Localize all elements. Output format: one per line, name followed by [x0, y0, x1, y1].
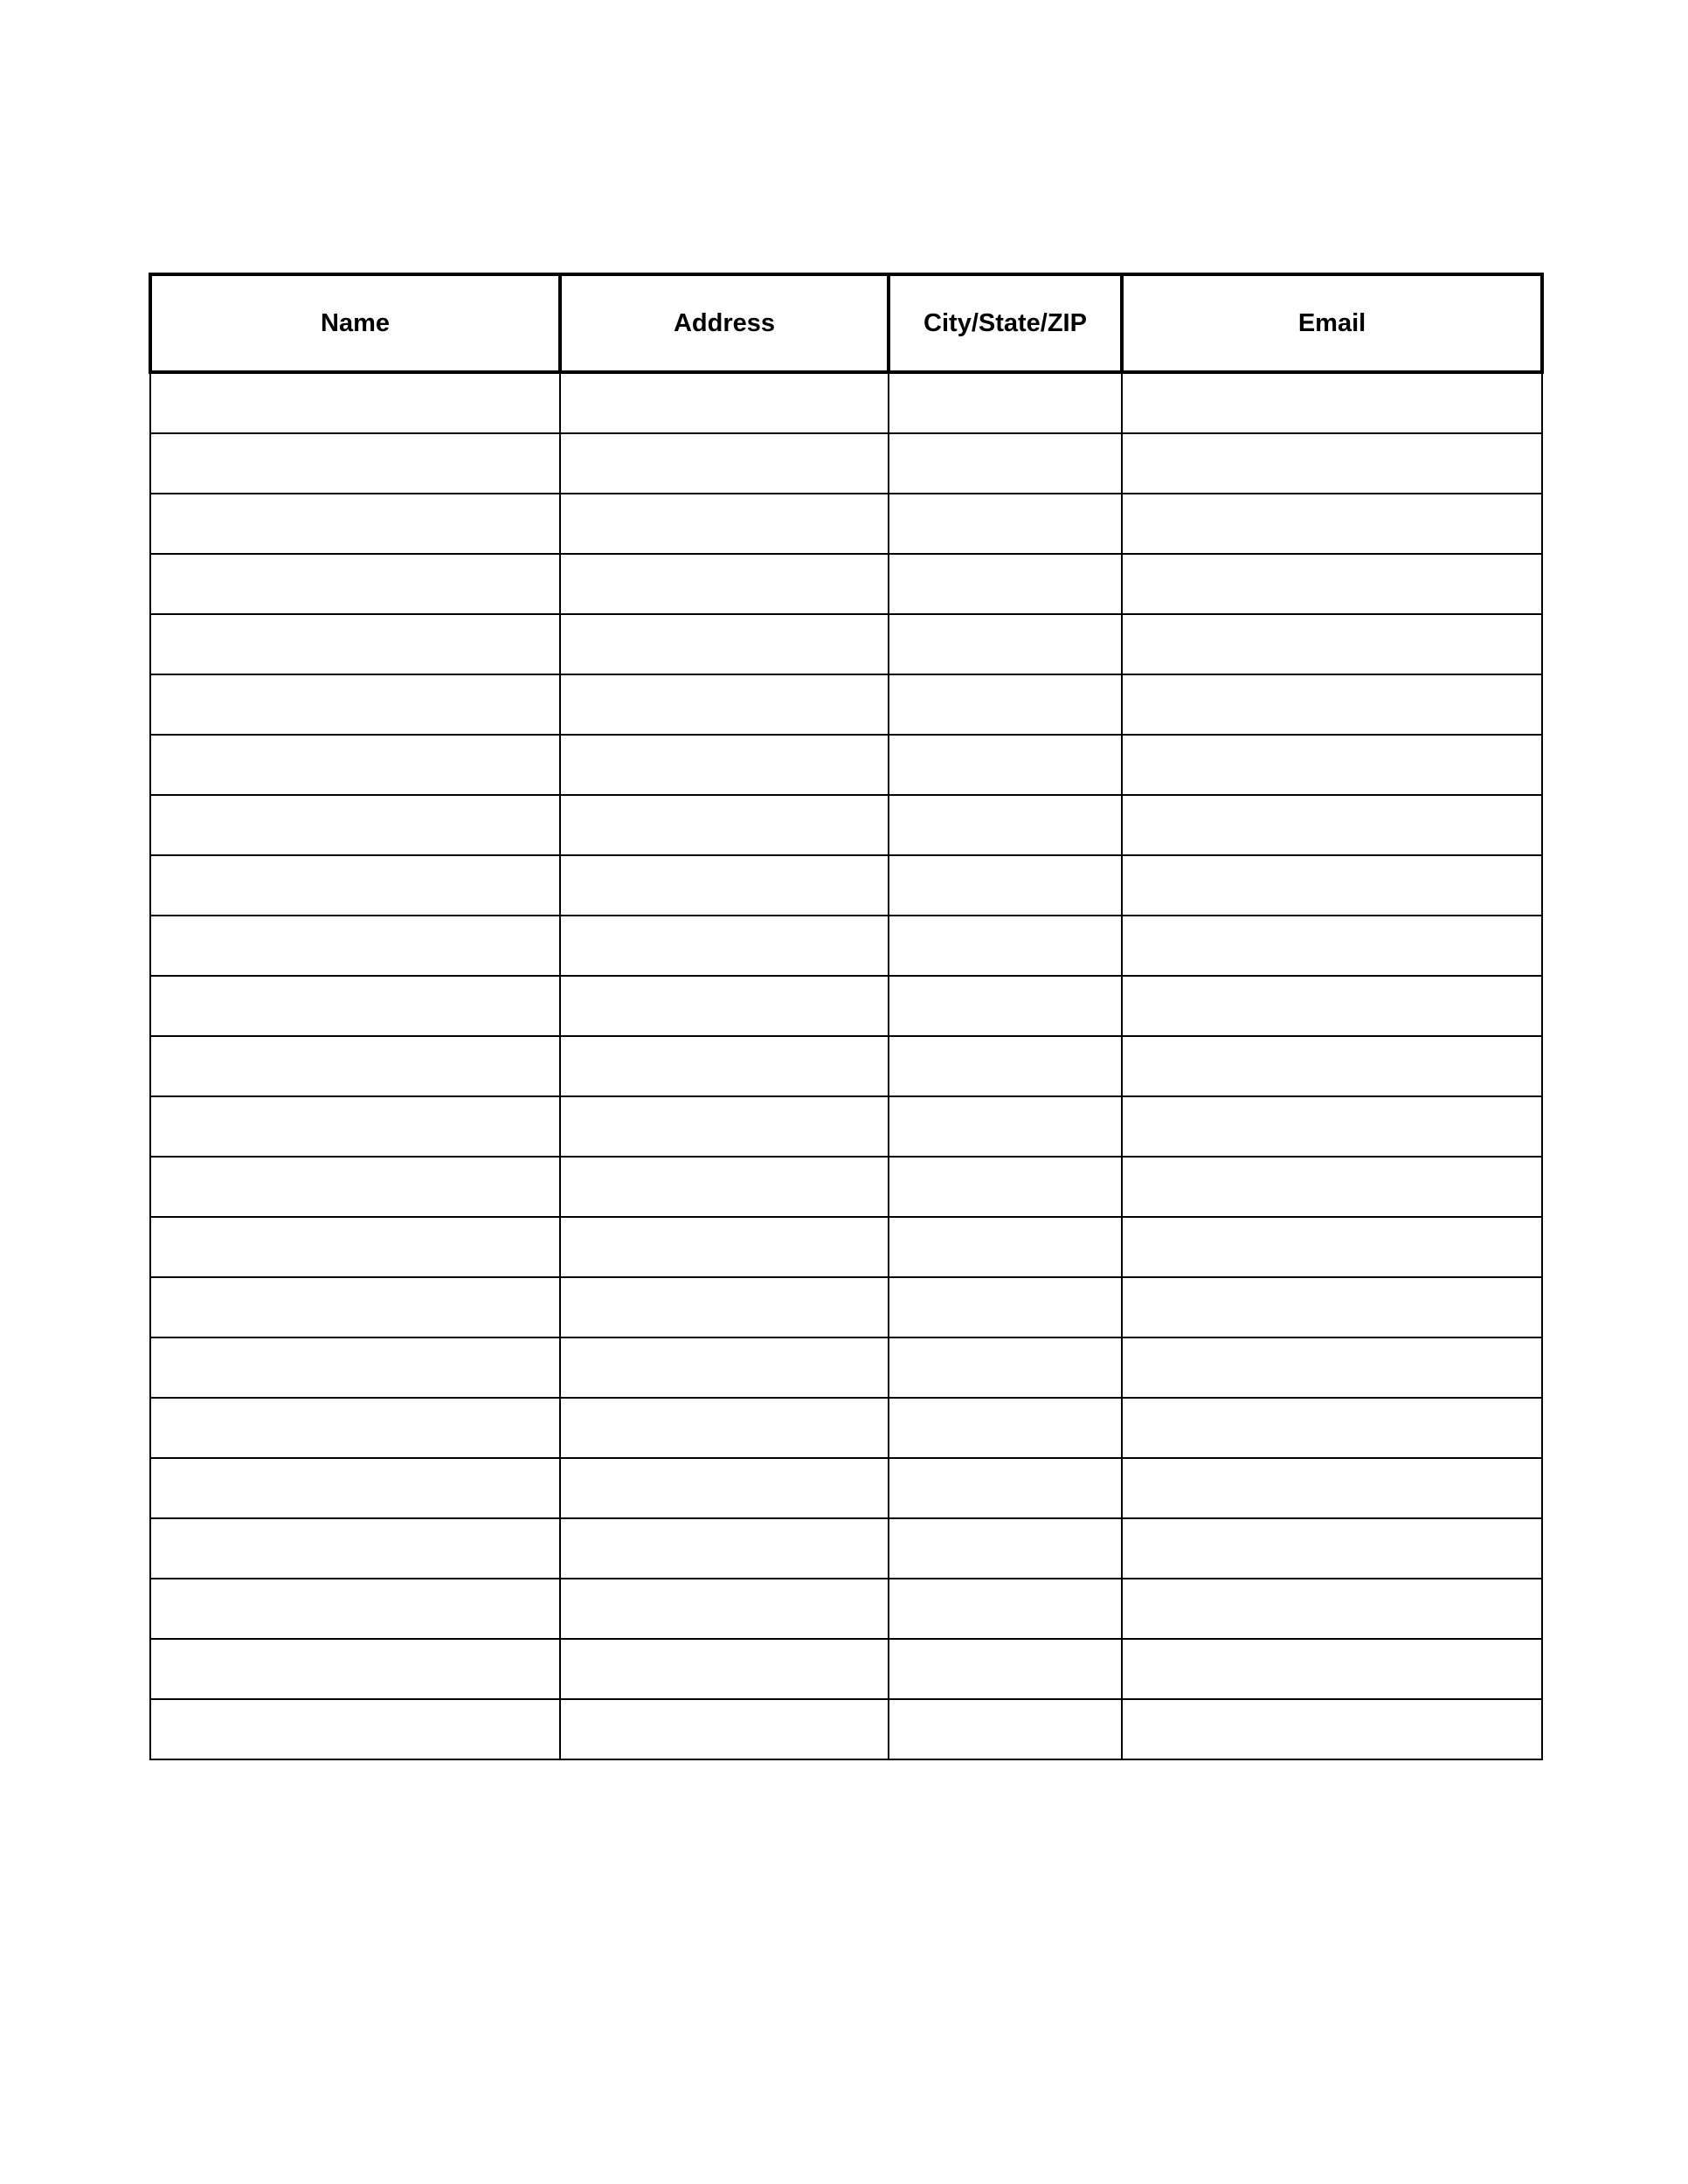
table-row: [150, 1579, 1542, 1639]
cell-text-email: [1123, 523, 1541, 524]
table-cell-name[interactable]: [150, 1458, 560, 1518]
table-cell-address[interactable]: [560, 1217, 889, 1277]
table-cell-email[interactable]: [1122, 855, 1542, 916]
cell-text-email: [1123, 403, 1541, 404]
table-cell-city_state_zip[interactable]: [889, 1579, 1122, 1639]
table-cell-name[interactable]: [150, 916, 560, 976]
cell-text-email: [1123, 1186, 1541, 1187]
table-cell-city_state_zip[interactable]: [889, 674, 1122, 735]
table-cell-city_state_zip[interactable]: [889, 735, 1122, 795]
table-cell-city_state_zip[interactable]: [889, 1337, 1122, 1398]
table-row: [150, 1157, 1542, 1217]
table-cell-address[interactable]: [560, 976, 889, 1036]
table-cell-email[interactable]: [1122, 1518, 1542, 1579]
cell-text-address: [561, 403, 888, 404]
cell-text-name: [151, 825, 559, 826]
column-header-city-state-zip: City/State/ZIP: [889, 274, 1122, 372]
table-cell-email[interactable]: [1122, 494, 1542, 554]
cell-text-city_state_zip: [889, 764, 1121, 765]
cell-text-email: [1123, 1427, 1541, 1428]
cell-text-city_state_zip: [889, 885, 1121, 886]
table-cell-address[interactable]: [560, 1096, 889, 1157]
cell-text-email: [1123, 1367, 1541, 1368]
table-cell-email[interactable]: [1122, 976, 1542, 1036]
cell-text-city_state_zip: [889, 704, 1121, 705]
cell-text-city_state_zip: [889, 463, 1121, 464]
table-cell-city_state_zip[interactable]: [889, 433, 1122, 494]
table-row: [150, 1458, 1542, 1518]
table-cell-name[interactable]: [150, 855, 560, 916]
table-cell-name[interactable]: [150, 1157, 560, 1217]
cell-text-address: [561, 1548, 888, 1549]
table-cell-city_state_zip[interactable]: [889, 1096, 1122, 1157]
cell-text-address: [561, 644, 888, 645]
table-row: [150, 1096, 1542, 1157]
cell-text-address: [561, 1367, 888, 1368]
table-cell-address[interactable]: [560, 614, 889, 674]
cell-text-city_state_zip: [889, 1066, 1121, 1067]
table-row: [150, 1639, 1542, 1699]
cell-text-city_state_zip: [889, 1729, 1121, 1730]
cell-text-email: [1123, 1608, 1541, 1609]
cell-text-name: [151, 644, 559, 645]
table-cell-name[interactable]: [150, 795, 560, 855]
table-cell-name[interactable]: [150, 1579, 560, 1639]
cell-text-email: [1123, 1066, 1541, 1067]
table-cell-city_state_zip[interactable]: [889, 1458, 1122, 1518]
table-cell-name[interactable]: [150, 1096, 560, 1157]
table-cell-email[interactable]: [1122, 674, 1542, 735]
table-cell-name[interactable]: [150, 1398, 560, 1458]
cell-text-city_state_zip: [889, 1427, 1121, 1428]
cell-text-city_state_zip: [889, 1126, 1121, 1127]
table-row: [150, 1036, 1542, 1096]
cell-text-address: [561, 704, 888, 705]
table-cell-email[interactable]: [1122, 1157, 1542, 1217]
table-cell-name[interactable]: [150, 1699, 560, 1759]
table-cell-email[interactable]: [1122, 1458, 1542, 1518]
table-header-row: [150, 274, 1542, 372]
table-cell-email[interactable]: [1122, 1699, 1542, 1759]
cell-text-email: [1123, 1548, 1541, 1549]
table-row: [150, 614, 1542, 674]
table-cell-email[interactable]: [1122, 1036, 1542, 1096]
table-row: [150, 674, 1542, 735]
table-cell-city_state_zip[interactable]: [889, 1277, 1122, 1337]
cell-text-city_state_zip: [889, 1488, 1121, 1489]
cell-text-city_state_zip: [889, 1608, 1121, 1609]
cell-text-email: [1123, 644, 1541, 645]
table-cell-address[interactable]: [560, 674, 889, 735]
table-cell-name[interactable]: [150, 674, 560, 735]
table-cell-email[interactable]: [1122, 1277, 1542, 1337]
cell-text-email: [1123, 945, 1541, 946]
table-cell-name[interactable]: [150, 494, 560, 554]
cell-text-address: [561, 1186, 888, 1187]
table-cell-address[interactable]: [560, 554, 889, 614]
table-cell-city_state_zip[interactable]: [889, 795, 1122, 855]
table-cell-city_state_zip[interactable]: [889, 1217, 1122, 1277]
table-cell-address[interactable]: [560, 1277, 889, 1337]
table-cell-address[interactable]: [560, 433, 889, 494]
cell-text-address: [561, 1307, 888, 1308]
cell-text-name: [151, 704, 559, 705]
cell-text-city_state_zip: [889, 825, 1121, 826]
cell-text-name: [151, 764, 559, 765]
table-row: [150, 916, 1542, 976]
cell-text-email: [1123, 885, 1541, 886]
table-cell-address[interactable]: [560, 1157, 889, 1217]
cell-text-city_state_zip: [889, 523, 1121, 524]
table-row: [150, 554, 1542, 614]
cell-text-name: [151, 403, 559, 404]
table-row: [150, 735, 1542, 795]
table-cell-address[interactable]: [560, 1036, 889, 1096]
table-cell-city_state_zip[interactable]: [889, 554, 1122, 614]
table-cell-name[interactable]: [150, 554, 560, 614]
table-row: [150, 494, 1542, 554]
cell-text-address: [561, 1066, 888, 1067]
table-cell-name[interactable]: [150, 1518, 560, 1579]
table-row: [150, 1217, 1542, 1277]
table-cell-address[interactable]: [560, 1398, 889, 1458]
table-cell-address[interactable]: [560, 1337, 889, 1398]
cell-text-city_state_zip: [889, 945, 1121, 946]
cell-text-email: [1123, 1126, 1541, 1127]
table-cell-address[interactable]: [560, 855, 889, 916]
table-row: [150, 1277, 1542, 1337]
table-cell-city_state_zip[interactable]: [889, 1699, 1122, 1759]
table-row: [150, 1518, 1542, 1579]
table-cell-address[interactable]: [560, 795, 889, 855]
table-cell-city_state_zip[interactable]: [889, 494, 1122, 554]
table-row: [150, 976, 1542, 1036]
table-cell-name[interactable]: [150, 1217, 560, 1277]
cell-text-address: [561, 523, 888, 524]
cell-text-name: [151, 463, 559, 464]
cell-text-email: [1123, 1307, 1541, 1308]
cell-text-email: [1123, 1247, 1541, 1248]
table-cell-address[interactable]: [560, 372, 889, 433]
cell-text-name: [151, 1729, 559, 1730]
table-cell-city_state_zip[interactable]: [889, 1639, 1122, 1699]
table-cell-city_state_zip[interactable]: [889, 1157, 1122, 1217]
cell-text-address: [561, 1126, 888, 1127]
table-cell-email[interactable]: [1122, 1639, 1542, 1699]
cell-text-city_state_zip: [889, 1247, 1121, 1248]
table-cell-city_state_zip[interactable]: [889, 1518, 1122, 1579]
table-cell-city_state_zip[interactable]: [889, 614, 1122, 674]
column-header-name: Name: [150, 274, 560, 372]
cell-text-name: [151, 1367, 559, 1368]
table-cell-email[interactable]: [1122, 372, 1542, 433]
table-cell-city_state_zip[interactable]: [889, 916, 1122, 976]
cell-text-city_state_zip: [889, 1186, 1121, 1187]
column-header-address: Address: [560, 274, 889, 372]
table-cell-address[interactable]: [560, 1518, 889, 1579]
table-cell-email[interactable]: [1122, 1398, 1542, 1458]
cell-text-name: [151, 1548, 559, 1549]
cell-text-name: [151, 1126, 559, 1127]
table-cell-city_state_zip[interactable]: [889, 1036, 1122, 1096]
table-cell-address[interactable]: [560, 1699, 889, 1759]
table-row: [150, 433, 1542, 494]
cell-text-name: [151, 1066, 559, 1067]
cell-text-name: [151, 1247, 559, 1248]
table-row: [150, 795, 1542, 855]
table-row: [150, 1699, 1542, 1759]
cell-text-email: [1123, 1488, 1541, 1489]
table-row: [150, 372, 1542, 433]
table-cell-city_state_zip[interactable]: [889, 1398, 1122, 1458]
cell-text-address: [561, 825, 888, 826]
contact-table-container: [149, 273, 1540, 1760]
table-body: [150, 372, 1542, 1759]
table-cell-city_state_zip[interactable]: [889, 372, 1122, 433]
cell-text-email: [1123, 1729, 1541, 1730]
table-cell-address[interactable]: [560, 1639, 889, 1699]
table-row: [150, 855, 1542, 916]
table-cell-email[interactable]: [1122, 795, 1542, 855]
contact-list-table: [149, 273, 1544, 1760]
table-cell-email[interactable]: [1122, 1579, 1542, 1639]
cell-text-address: [561, 1427, 888, 1428]
cell-text-city_state_zip: [889, 1307, 1121, 1308]
table-row: [150, 1337, 1542, 1398]
table-cell-city_state_zip[interactable]: [889, 855, 1122, 916]
table-cell-email[interactable]: [1122, 916, 1542, 976]
cell-text-name: [151, 1307, 559, 1308]
table-cell-name[interactable]: [150, 1639, 560, 1699]
table-cell-name[interactable]: [150, 1337, 560, 1398]
table-cell-city_state_zip[interactable]: [889, 976, 1122, 1036]
cell-text-name: [151, 1427, 559, 1428]
table-cell-email[interactable]: [1122, 433, 1542, 494]
cell-text-address: [561, 1488, 888, 1489]
cell-text-name: [151, 1488, 559, 1489]
table-cell-email[interactable]: [1122, 614, 1542, 674]
cell-text-name: [151, 885, 559, 886]
cell-text-email: [1123, 764, 1541, 765]
cell-text-name: [151, 945, 559, 946]
cell-text-city_state_zip: [889, 1548, 1121, 1549]
table-cell-email[interactable]: [1122, 554, 1542, 614]
table-cell-email[interactable]: [1122, 1337, 1542, 1398]
cell-text-address: [561, 1729, 888, 1730]
cell-text-name: [151, 1186, 559, 1187]
table-cell-address[interactable]: [560, 1458, 889, 1518]
cell-text-address: [561, 1608, 888, 1609]
table-cell-email[interactable]: [1122, 1096, 1542, 1157]
table-cell-name[interactable]: [150, 614, 560, 674]
cell-text-address: [561, 945, 888, 946]
cell-text-email: [1123, 463, 1541, 464]
table-cell-address[interactable]: [560, 494, 889, 554]
table-cell-address[interactable]: [560, 916, 889, 976]
table-cell-email[interactable]: [1122, 735, 1542, 795]
table-cell-name[interactable]: [150, 1036, 560, 1096]
cell-text-city_state_zip: [889, 1367, 1121, 1368]
table-cell-name[interactable]: [150, 735, 560, 795]
cell-text-address: [561, 764, 888, 765]
table-cell-address[interactable]: [560, 735, 889, 795]
cell-text-address: [561, 885, 888, 886]
table-cell-name[interactable]: [150, 1277, 560, 1337]
cell-text-city_state_zip: [889, 403, 1121, 404]
table-cell-email[interactable]: [1122, 1217, 1542, 1277]
cell-text-address: [561, 463, 888, 464]
cell-text-name: [151, 1608, 559, 1609]
table-cell-name[interactable]: [150, 976, 560, 1036]
cell-text-address: [561, 1247, 888, 1248]
table-cell-name[interactable]: [150, 372, 560, 433]
table-cell-name[interactable]: [150, 433, 560, 494]
cell-text-email: [1123, 704, 1541, 705]
column-header-email: Email: [1122, 274, 1542, 372]
cell-text-email: [1123, 825, 1541, 826]
cell-text-name: [151, 523, 559, 524]
table-row: [150, 1398, 1542, 1458]
table-cell-address[interactable]: [560, 1579, 889, 1639]
table-header: [150, 274, 1542, 372]
cell-text-city_state_zip: [889, 644, 1121, 645]
